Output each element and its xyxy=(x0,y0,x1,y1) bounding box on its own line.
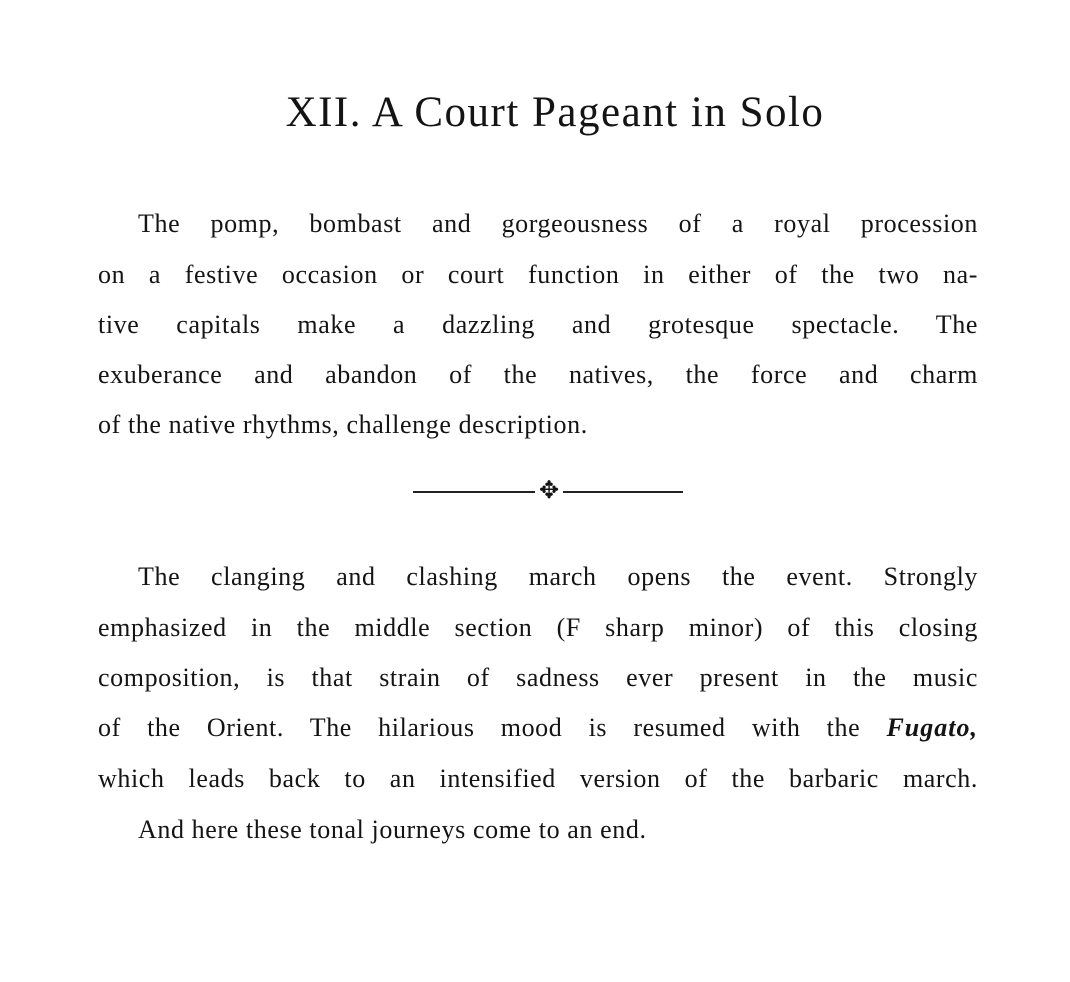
paragraph-line: composition, is that strain of sadness ever present in the music xyxy=(98,663,978,692)
ornament-icon: ✥ xyxy=(539,478,560,504)
paragraph-line xyxy=(98,711,978,745)
page-title: XII. A Court Pageant in Solo xyxy=(285,89,825,136)
paragraph-line: tive capitals make a dazzling and grotesque spectacle. The xyxy=(98,310,978,339)
divider-rule-left xyxy=(413,491,535,493)
section-divider xyxy=(413,478,683,504)
divider-rule-right xyxy=(563,491,683,493)
paragraph-line: emphasized in the middle section (F sharp minor) of this closing xyxy=(98,613,978,642)
paragraph-line: The clanging and clashing march opens the event. Strongly xyxy=(138,562,978,591)
line-text: of the Orient. The hilarious mood is resumed with the xyxy=(98,713,861,742)
paragraph-line: on a festive occasion or court function in either of the two na- xyxy=(98,260,978,289)
paragraph-line: The pomp, bombast and gorgeousness of a royal procession xyxy=(138,209,978,238)
paragraph-line: And here these tonal journeys come to an end. xyxy=(138,815,647,844)
paragraph-line: which leads back to an intensified version of the barbaric march. xyxy=(98,764,978,793)
italic-term: Fugato, xyxy=(886,713,978,742)
paragraph-line: of the native rhythms, challenge description. xyxy=(98,410,588,439)
paragraph-line: exuberance and abandon of the natives, the force and charm xyxy=(98,360,978,389)
